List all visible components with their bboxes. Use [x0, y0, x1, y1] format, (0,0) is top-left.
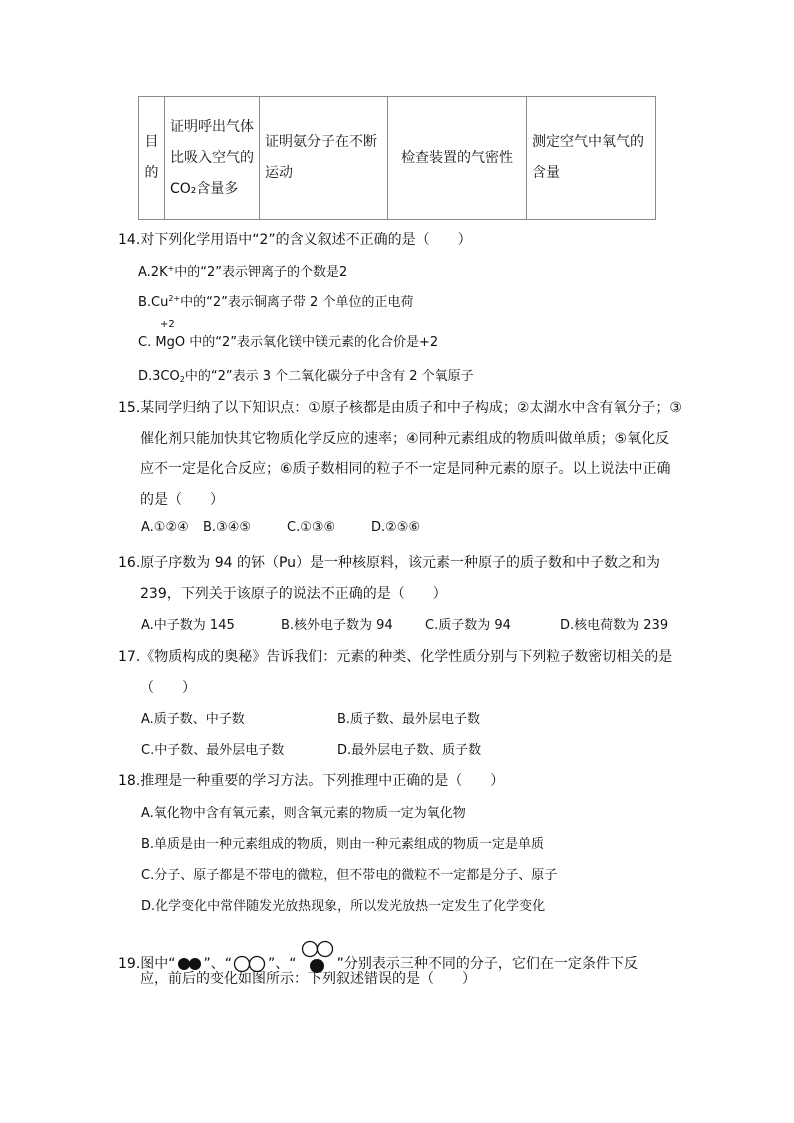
purpose-label-cell: 目的: [139, 97, 165, 220]
purpose-cell-4: 测定空气中氧气的含量: [527, 97, 656, 220]
q19-prefix: 19.图中“: [118, 956, 176, 972]
q17-option-d: D.最外层电子数、质子数: [337, 743, 482, 758]
q19-separator-1: ”、“: [203, 956, 233, 972]
q14-d-text: 中的“2”表示 3 个二氧化碳分子中含有 2 个氧原子: [184, 369, 474, 384]
q14-d-subscript: 2: [179, 375, 185, 384]
q15-option-a: A.①②④: [141, 520, 189, 535]
q16-option-d: D.核电荷数为 239: [560, 618, 669, 633]
q16-option-c: C.质子数为 94: [425, 618, 511, 633]
q14-d-prefix: D.3CO: [138, 369, 180, 384]
q15-option-b: B.③④⑤: [203, 520, 252, 535]
q14-option-b: [138, 291, 413, 310]
q14-c-valence: +2: [160, 319, 175, 330]
q15-line-4: 的是（ ）: [140, 492, 224, 508]
q15-option-d: D.②⑤⑥: [371, 520, 421, 535]
purpose-cell-3: 检查装置的气密性: [388, 97, 527, 220]
q15-line-3: 应不一定是化合反应；⑥质子数相同的粒子不一定是同种元素的原子。以上说法中正确: [140, 461, 671, 477]
q18-option-a: A.氧化物中含有氧元素，则含氧元素的物质一定为氧化物: [141, 806, 466, 821]
q17-option-c: C.中子数、最外层电子数: [141, 743, 285, 758]
q15-line-2: 催化剂只能加快其它物质化学反应的速率；④同种元素组成的物质叫做单质；⑤氧化反: [140, 431, 670, 447]
q19-line-2: 应，前后的变化如图所示：下列叙述错误的是（ ）: [140, 971, 476, 987]
purpose-cell-2: 证明氨分子在不断运动: [260, 97, 388, 220]
q15-line-1: 15.某同学归纳了以下知识点：①原子核都是由质子和中子构成；②太湖水中含有氧分子；③: [118, 400, 682, 416]
q18-option-d: D.化学变化中常伴随发光放热现象，所以发光放热一定发生了化学变化: [141, 899, 546, 914]
q16-option-a: A.中子数为 145: [141, 618, 235, 633]
q17-option-a: A.质子数、中子数: [141, 712, 245, 727]
q14-option-d: [138, 365, 474, 384]
q14-c-text: 中的“2”表示氧化镁中镁元素的化合价是+2: [189, 335, 439, 350]
q14-b-prefix: B.Cu: [138, 295, 169, 310]
experiment-purpose-table: [138, 96, 656, 220]
q14-b-charge: 2+: [168, 294, 181, 303]
q16-line-2: 239，下列关于该原子的说法不正确的是（ ）: [140, 586, 447, 602]
q19-separator-2: ”、“: [268, 956, 297, 972]
q14-a-text: 中的“2”表示钾离子的个数是2: [174, 265, 348, 280]
q16-option-b: B.核外电子数为 94: [281, 618, 393, 633]
purpose-cell-1: 证明呼出气体比吸入空气的CO₂含量多: [165, 97, 260, 220]
q17-option-b: B.质子数、最外层电子数: [337, 712, 481, 727]
q14-a-prefix: A.2K: [138, 265, 168, 280]
q14-c-prefix: C.: [138, 335, 152, 350]
q14-option-c: [138, 331, 438, 350]
q17-line-1: 17.《物质构成的奥秘》告诉我们：元素的种类、化学性质分别与下列粒子数密切相关的是: [118, 649, 673, 665]
q18-option-c: C.分子、原子都是不带电的微粒，但不带电的微粒不一定都是分子、原子: [141, 868, 558, 883]
q14-c-formula: MgO: [155, 335, 186, 350]
q18-option-b: B.单质是由一种元素组成的物质，则由一种元素组成的物质一定是单质: [141, 837, 545, 852]
q14-a-charge: +: [167, 264, 175, 273]
q18-stem: 18.推理是一种重要的学习方法。下列推理中正确的是（ ）: [118, 773, 505, 789]
q16-line-1: 16.原子序数为 94 的钚（Pu）是一种核原料，该元素一种原子的质子数和中子数之和为: [118, 555, 661, 571]
q17-line-2: （ ）: [140, 680, 196, 696]
q14-b-text: 中的“2”表示铜离子带 2 个单位的正电荷: [180, 295, 414, 310]
q19-suffix: ”分别表示三种不同的分子，它们在一定条件下反: [336, 956, 638, 972]
table-row: [139, 97, 656, 220]
q14-stem: 14.对下列化学用语中“2”的含义叙述不正确的是（ ）: [118, 232, 472, 248]
q14-option-a: [138, 261, 347, 280]
q15-option-c: C.①③⑥: [287, 520, 336, 535]
